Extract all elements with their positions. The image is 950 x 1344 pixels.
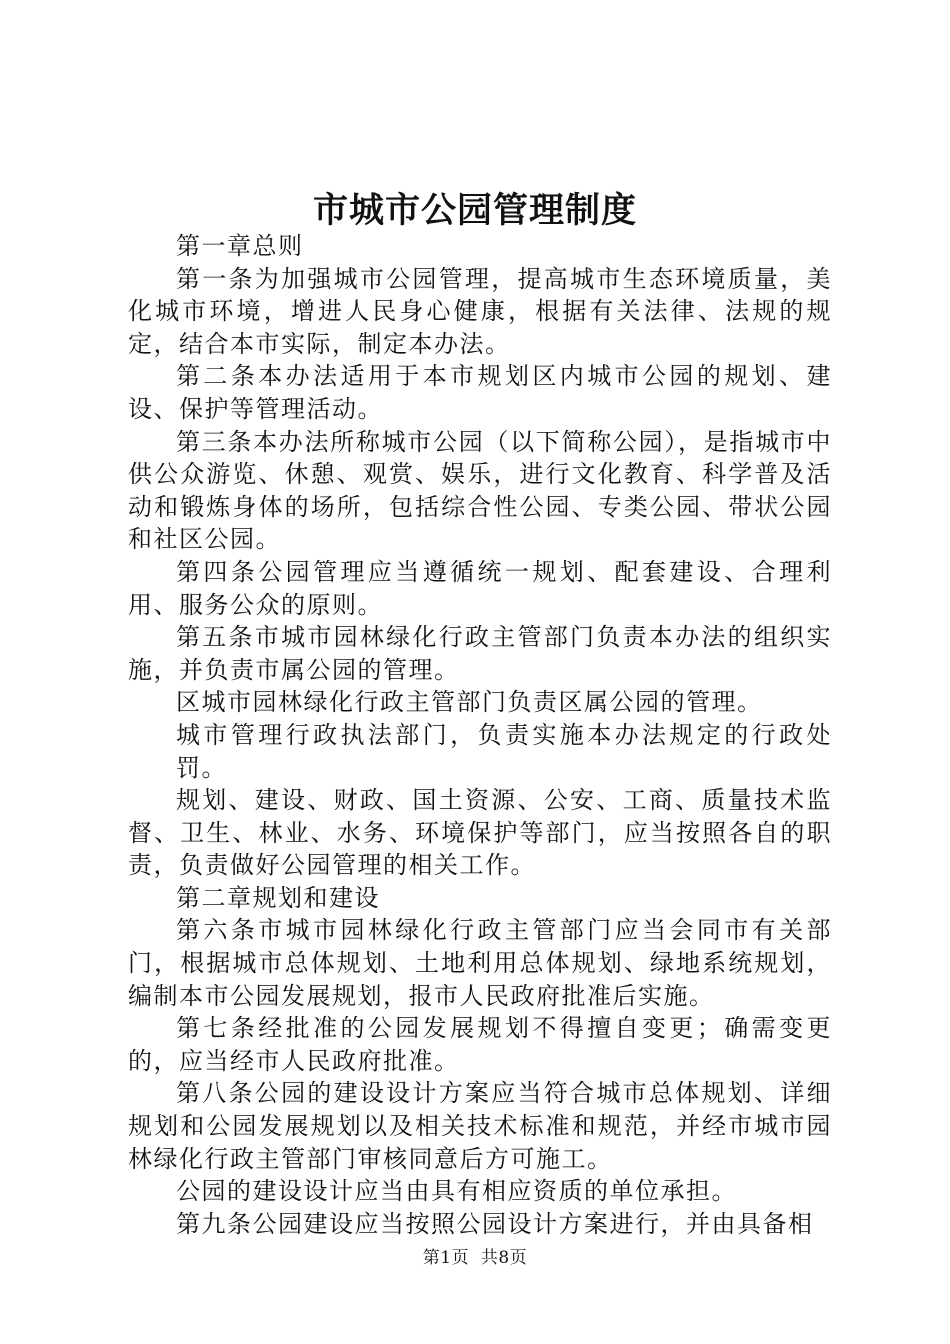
document-body xyxy=(128,230,832,1240)
article-paragraph: 第九条公园建设应当按照公园设计方案进行，并由具备相 xyxy=(176,1209,814,1238)
article-paragraph: 第四条公园管理应当遵循统一规划、配套建设、合理利用、服务公众的原则。 xyxy=(128,557,832,619)
article-paragraph: 第二条本办法适用于本市规划区内城市公园的规划、建设、保护等管理活动。 xyxy=(128,362,832,423)
article-paragraph: 规划、建设、财政、国土资源、公安、工商、质量技术监督、卫生、林业、水务、环境保护等部门，应当按照各自的职责，负责做好公园管理的相关工作。 xyxy=(128,786,832,880)
footer-spacer xyxy=(469,1248,481,1268)
page-footer xyxy=(0,1243,950,1268)
article-paragraph: 公园的建设设计应当由具有相应资质的单位承担。 xyxy=(176,1177,737,1206)
chapter-heading: 第二章规划和建设 xyxy=(176,883,380,912)
article-paragraph: 区城市园林绿化行政主管部门负责区属公园的管理。 xyxy=(176,688,763,717)
page-number: 第1页 xyxy=(422,1248,470,1268)
article-paragraph: 第一条为加强城市公园管理，提高城市生态环境质量，美化城市环境，增进人民身心健康，根据有关法律、法规的规定，结合本市实际，制定本办法。 xyxy=(128,264,832,358)
chapter-heading: 第一章总则 xyxy=(176,232,304,260)
article-paragraph: 城市管理行政执法部门，负责实施本办法规定的行政处罚。 xyxy=(176,720,832,782)
article-paragraph: 第六条市城市园林绿化行政主管部门应当会同市有关部门，根据城市总体规划、土地利用总体规划、绿地系统规划，编制本市公园发展规划，报市人民政府批准后实施。 xyxy=(128,916,832,1010)
total-pages: 共8页 xyxy=(480,1248,528,1268)
document-title: 市城市公园管理制度 xyxy=(312,190,637,231)
article-paragraph: 第三条本办法所称城市公园（以下简称公园），是指城市中供公众游览、休憩、观赏、娱乐，进行文化教育、科学普及活动和锻炼身体的场所，包括综合性公园、专类公园、带状公园和社区公园。 xyxy=(128,427,832,554)
article-paragraph: 第五条市城市园林绿化行政主管部门负责本办法的组织实施，并负责市属公园的管理。 xyxy=(128,623,832,684)
article-paragraph: 第八条公园的建设设计方案应当符合城市总体规划、详细规划和公园发展规划以及相关技术标准和规范，并经市城市园林绿化行政主管部门审核同意后方可施工。 xyxy=(128,1079,832,1173)
article-paragraph: 第七条经批准的公园发展规划不得擅自变更；确需变更的，应当经市人民政府批准。 xyxy=(128,1014,832,1075)
